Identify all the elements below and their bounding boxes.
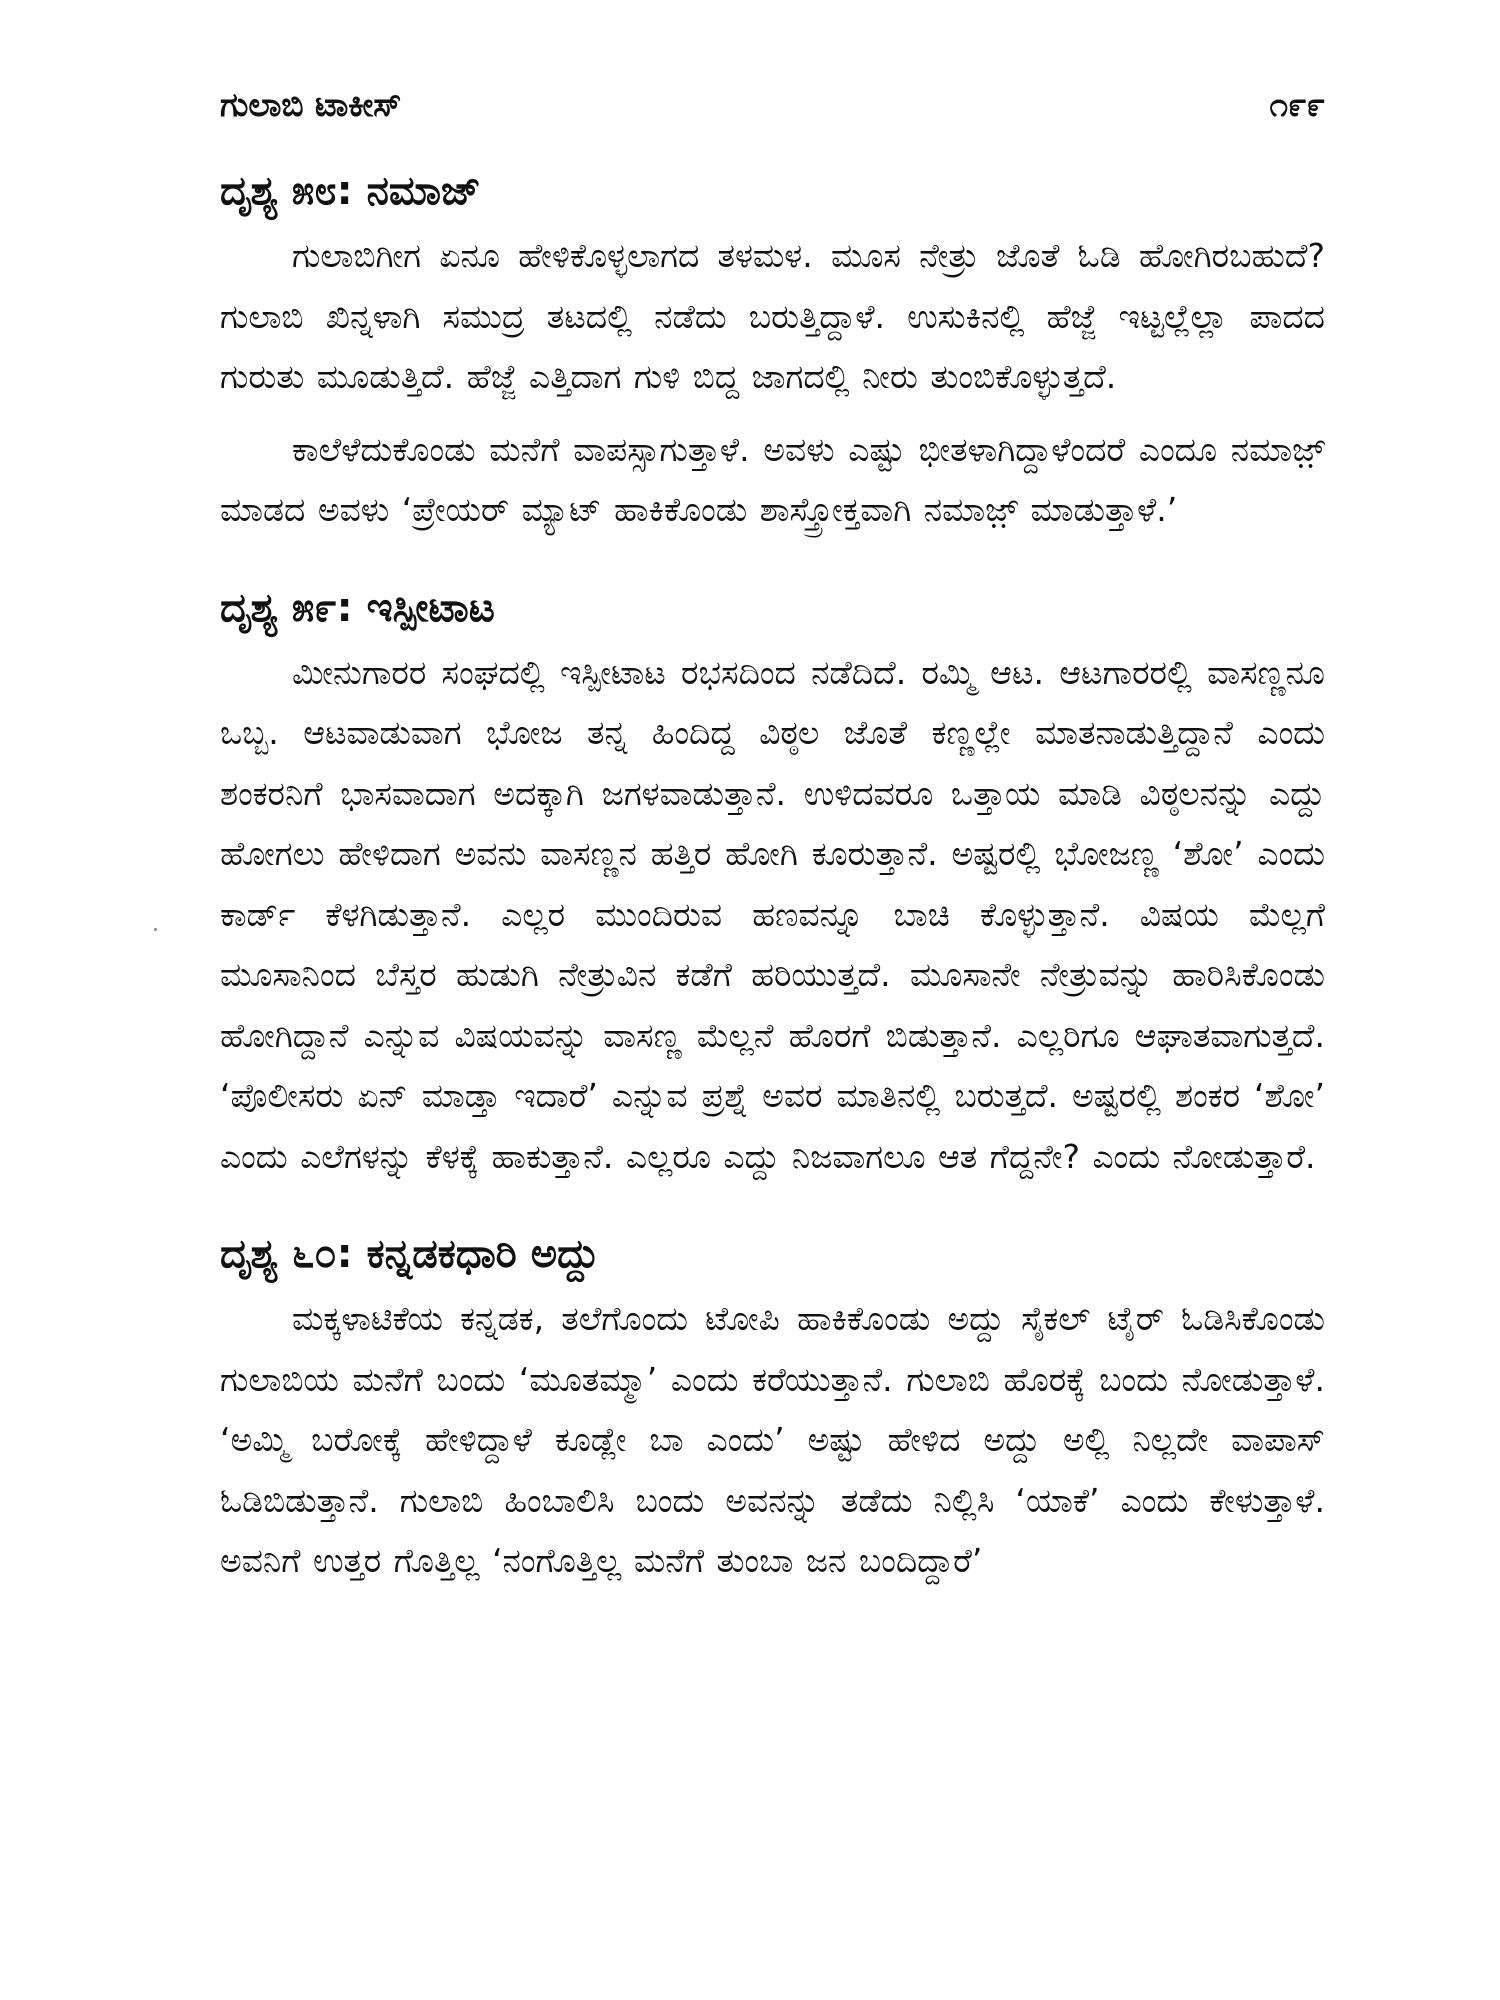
page-body <box>220 160 1325 1628</box>
scene-59 <box>220 577 1325 1188</box>
scene-paragraph: ಗುಲಾಬಿಗೀಗ ಏನೂ ಹೇಳಿಕೊಳ್ಳಲಾಗದ ತಳಮಳ. ಮೂಸ ನೇತ್ರು ಜೊತೆ ಓಡಿ ಹೋಗಿರಬಹುದೆ? ಗುಲಾಬಿ ಖಿನ್ನಳಾಗಿ ಸಮುದ್ರ ತಟದಲ್ಲಿ ನಡೆದು ಬರುತ್ತಿದ್ದಾಳೆ. ಉಸುಕಿನಲ್ಲಿ ಹೆಜ್ಜೆ ಇಟ್ಟಲ್ಲೆಲ್ಲಾ ಪಾದದ ಗುರುತು ಮೂಡುತ್ತಿದೆ. ಹೆಜ್ಜೆ ಎತ್ತಿದಾಗ ಗುಳಿ ಬಿದ್ದ ಜಾಗದಲ್ಲಿ ನೀರು ತುಂಬಿಕೊಳ್ಳುತ್ತದೆ. <box>220 236 1325 396</box>
scene-heading: ದೃಶ್ಯ ೬೦: ಕನ್ನಡಕಧಾರಿ ಅದ್ದು <box>220 1231 600 1277</box>
scene-paragraph: ಮಕ್ಕಳಾಟಿಕೆಯ ಕನ್ನಡಕ, ತಲೆಗೊಂದು ಟೋಪಿ ಹಾಕಿಕೊಂಡು ಅದ್ದು ಸೈಕಲ್ ಟೈರ್ ಓಡಿಸಿಕೊಂಡು ಗುಲಾಬಿಯ ಮನೆಗೆ ಬಂದು ‘ಮೂತಮ್ಮಾ’ ಎಂದು ಕರೆಯುತ್ತಾನೆ. ಗುಲಾಬಿ ಹೊರಕ್ಕೆ ಬಂದು ನೋಡುತ್ತಾಳೆ. ‘ಅಮ್ಮಿ ಬರೋಕ್ಕೆ ಹೇಳಿದ್ದಾಳೆ ಕೂಡ್ಲೇ ಬಾ ಎಂದು’ ಅಷ್ಟು ಹೇಳಿದ ಅದ್ದು ಅಲ್ಲಿ ನಿಲ್ಲದೇ ವಾಪಾಸ್ ಓಡಿಬಿಡುತ್ತಾನೆ. ಗುಲಾಬಿ ಹಿಂಬಾಲಿಸಿ ಬಂದು ಅವನನ್ನು ತಡೆದು ನಿಲ್ಲಿಸಿ ‘ಯಾಕೆ’ ಎಂದು ಕೇಳುತ್ತಾಳೆ. ಅವನಿಗೆ ಉತ್ತರ ಗೊತ್ತಿಲ್ಲ ‘ನಂಗೊತ್ತಿಲ್ಲ ಮನೆಗೆ ತುಂಬಾ ಜನ ಬಂದಿದ್ದಾರೆ’ <box>220 1299 1325 1580</box>
margin-speck <box>154 928 157 931</box>
scene-heading: ದೃಶ್ಯ ೫೯: ಇಸ್ಪೀಟಾಟ <box>220 584 495 631</box>
scene-paragraph: ಕಾಲೆಳೆದುಕೊಂಡು ಮನೆಗೆ ವಾಪಸ್ಸಾಗುತ್ತಾಳೆ. ಅವಳು ಎಷ್ಟು ಭೀತಳಾಗಿದ್ದಾಳೆಂದರೆ ಎಂದೂ ನಮಾಜ಼್ ಮಾಡದ ಅವಳು ‘ಪ್ರೇಯರ್ ಮ್ಯಾಟ್ ಹಾಕಿಕೊಂಡು ಶಾಸ್ತ್ರೋಕ್ತವಾಗಿ ನಮಾಜ಼್ ಮಾಡುತ್ತಾಳೆ.’ <box>220 429 1325 529</box>
scene-58 <box>220 160 1325 541</box>
scene-heading: ದೃಶ್ಯ ೫೮: ನಮಾಜ್ <box>220 168 481 214</box>
scene-paragraph: ಮೀನುಗಾರರ ಸಂಘದಲ್ಲಿ ಇಸ್ಪೀಟಾಟ ರಭಸದಿಂದ ನಡೆದಿದೆ. ರಮ್ಮಿ ಆಟ. ಆಟಗಾರರಲ್ಲಿ ವಾಸಣ್ಣನೂ ಒಬ್ಬ. ಆಟವಾಡುವಾಗ ಭೋಜ ತನ್ನ ಹಿಂದಿದ್ದ ವಿಠ್ಠಲ ಜೊತೆ ಕಣ್ಣಲ್ಲೇ ಮಾತನಾಡುತ್ತಿದ್ದಾನೆ ಎಂದು ಶಂಕರನಿಗೆ ಭಾಸವಾದಾಗ ಅದಕ್ಕಾಗಿ ಜಗಳವಾಡುತ್ತಾನೆ. ಉಳಿದವರೂ ಒತ್ತಾಯ ಮಾಡಿ ವಿಠ್ಠಲನನ್ನು ಎದ್ದು ಹೋಗಲು ಹೇಳಿದಾಗ ಅವನು ವಾಸಣ್ಣನ ಹತ್ತಿರ ಹೋಗಿ ಕೂರುತ್ತಾನೆ. ಅಷ್ಟರಲ್ಲಿ ಭೋಜಣ್ಣ ‘ಶೋ’ ಎಂದು ಕಾರ್ಡ್ ಕೆಳಗಿಡುತ್ತಾನೆ. ಎಲ್ಲರ ಮುಂದಿರುವ ಹಣವನ್ನೂ ಬಾಚಿ ಕೊಳ್ಳುತ್ತಾನೆ. ವಿಷಯ ಮೆಲ್ಲಗೆ ಮೂಸಾನಿಂದ ಬೆಸ್ತರ ಹುಡುಗಿ ನೇತ್ರುವಿನ ಕಡೆಗೆ ಹರಿಯುತ್ತದೆ. ಮೂಸಾನೇ ನೇತ್ರುವನ್ನು ಹಾರಿಸಿಕೊಂಡು ಹೋಗಿದ್ದಾನೆ ಎನ್ನುವ ವಿಷಯವನ್ನು ವಾಸಣ್ಣ ಮೆಲ್ಲನೆ ಹೊರಗೆ ಬಿಡುತ್ತಾನೆ. ಎಲ್ಲರಿಗೂ ಆಘಾತವಾಗುತ್ತದೆ. ‘ಪೊಲೀಸರು ಏನ್ ಮಾಡ್ತಾ ಇದಾರೆ’ ಎನ್ನುವ ಪ್ರಶ್ನೆ ಅವರ ಮಾತಿನಲ್ಲಿ ಬರುತ್ತದೆ. ಅಷ್ಟರಲ್ಲಿ ಶಂಕರ ‘ಶೋ’ ಎಂದು ಎಲೆಗಳನ್ನು ಕೆಳಕ್ಕೆ ಹಾಕುತ್ತಾನೆ. ಎಲ್ಲರೂ ಎದ್ದು ನಿಜವಾಗಲೂ ಆತ ಗೆದ್ದನೇ? ಎಂದು ನೋಡುತ್ತಾರೆ. <box>220 652 1325 1176</box>
running-header <box>220 80 1325 130</box>
page-number: ೧೯೯ <box>1269 85 1325 124</box>
scene-60 <box>220 1223 1325 1592</box>
running-title: ಗುಲಾಬಿ ಟಾಕೀಸ್ <box>220 85 402 124</box>
